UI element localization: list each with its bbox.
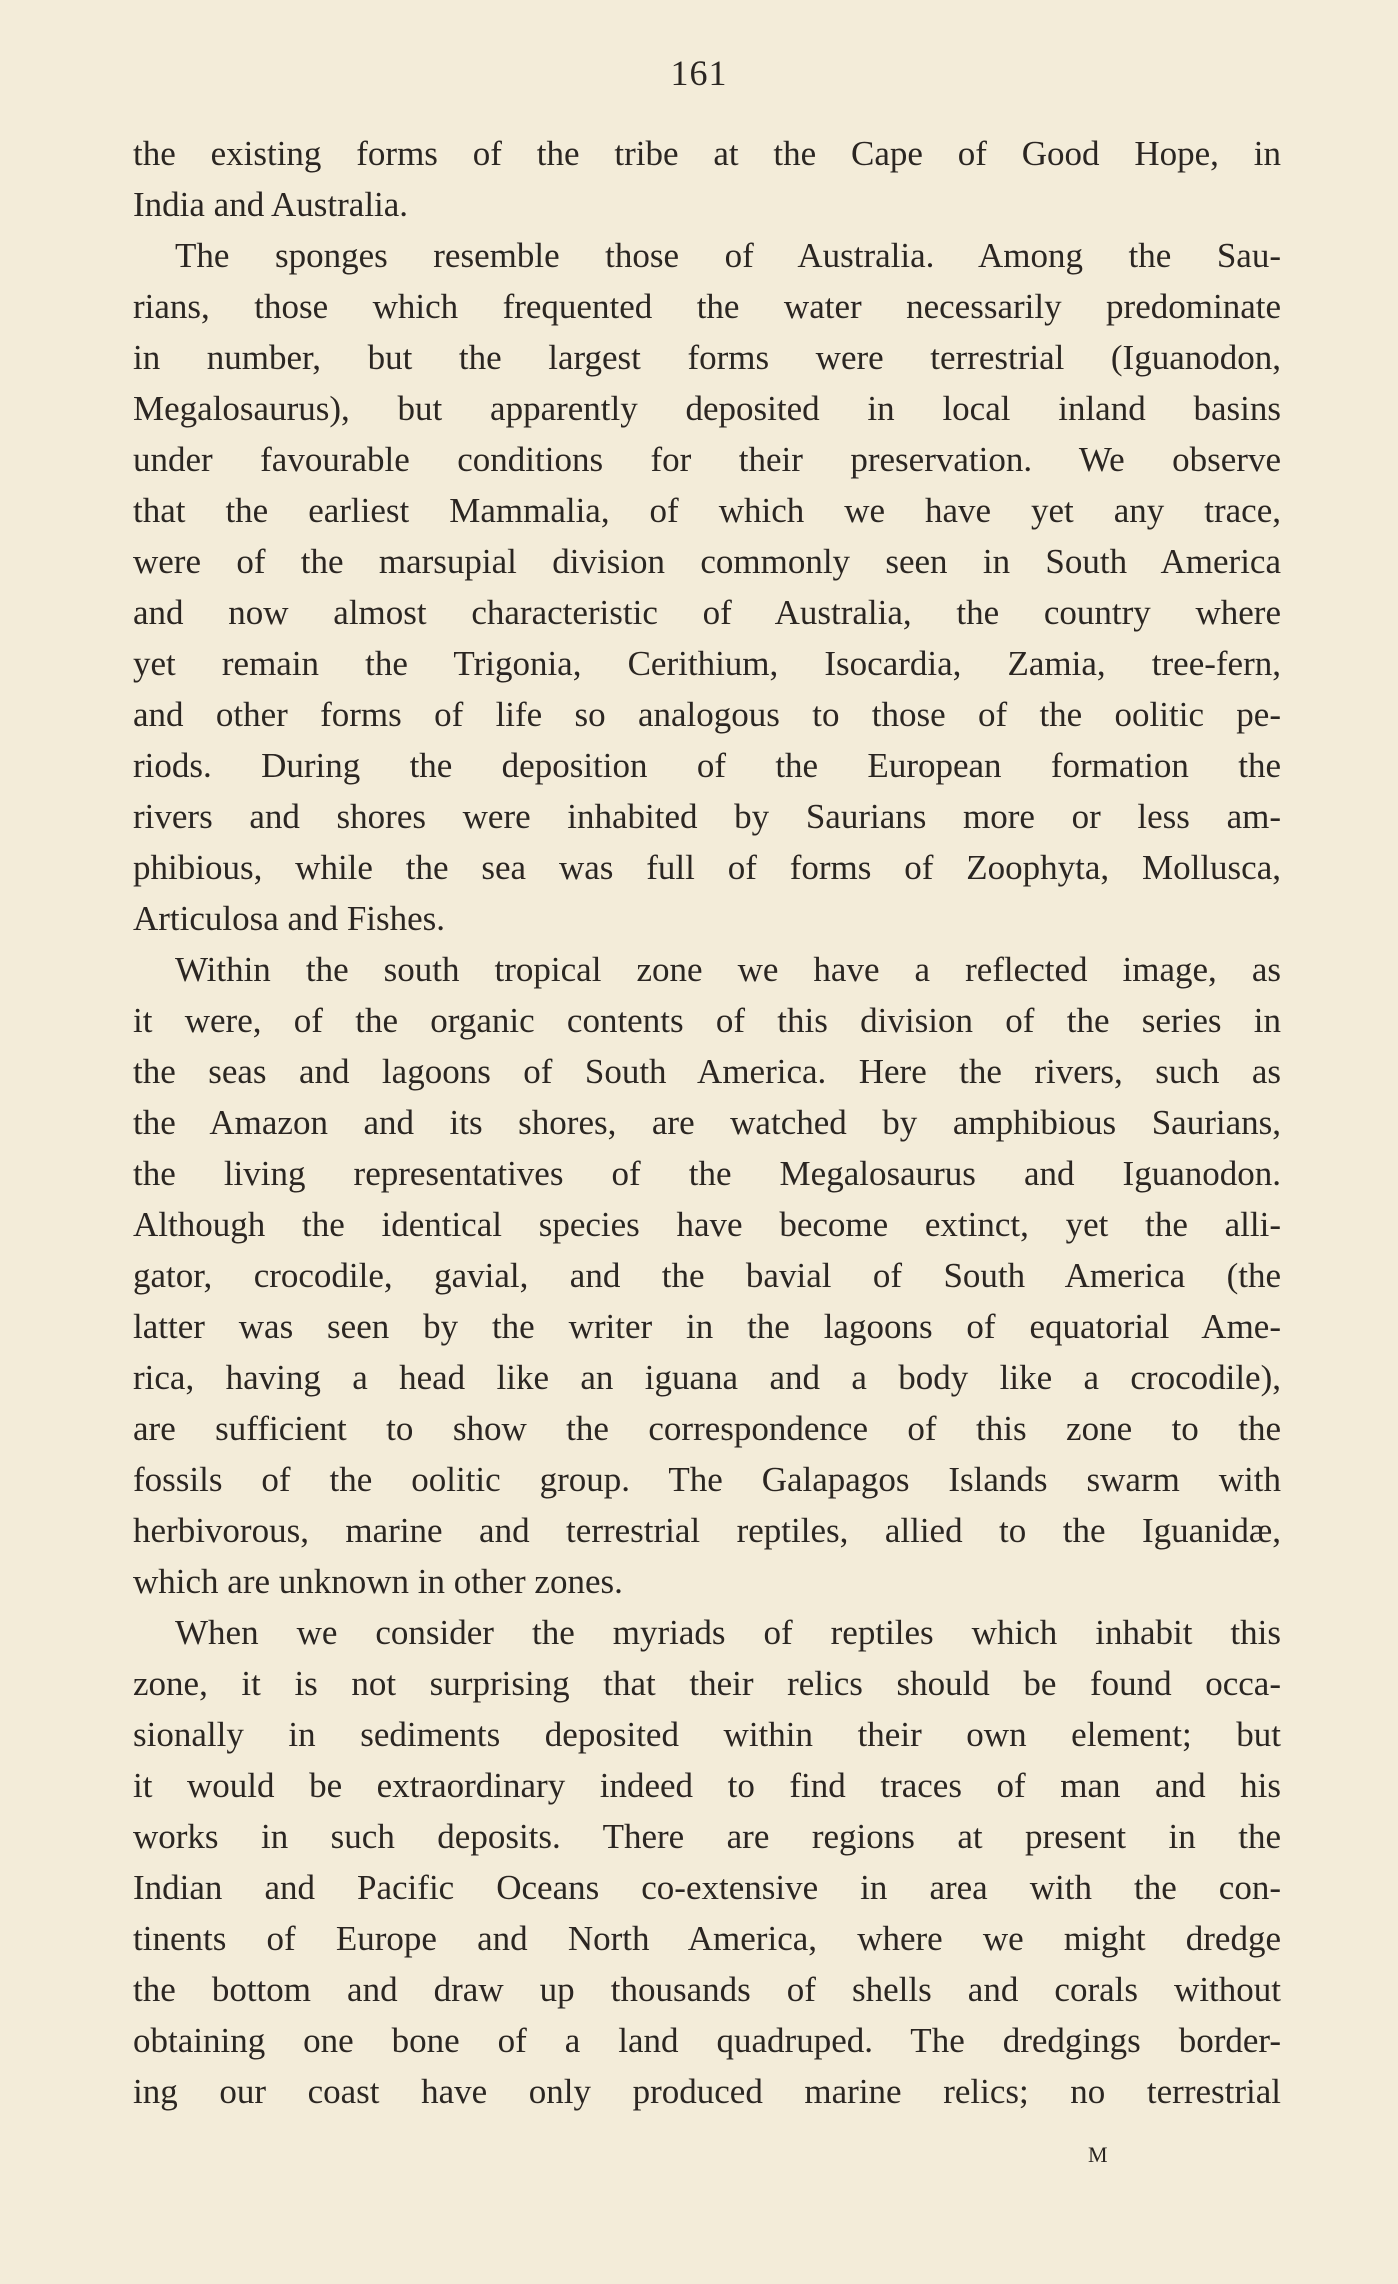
text-line: the existing forms of the tribe at the Cape of Good Hope, in [133,134,1281,173]
text-line: in number, but the largest forms were terrestrial (Iguanodon, [133,338,1281,377]
text-line: rica, having a head like an iguana and a body like a crocodile), [133,1358,1281,1397]
text-line: the Amazon and its shores, are watched by amphibious Saurians, [133,1103,1281,1142]
text-line: are sufficient to show the correspondence of this zone to the [133,1409,1281,1448]
signature-mark: M [1088,2142,1109,2167]
text-line: and now almost characteristic of Australia, the country where [133,593,1281,632]
text-line: Within the south tropical zone we have a reflected image, as [175,950,1281,989]
text-line: Indian and Pacific Oceans co-extensive in area with the con- [133,1868,1281,1907]
text-line: it would be extraordinary indeed to find traces of man and his [133,1766,1281,1805]
text-line: and other forms of life so analogous to those of the oolitic pe- [133,695,1281,734]
text-line: Articulosa and Fishes. [133,899,446,938]
text-line: gator, crocodile, gavial, and the bavial of South America (the [133,1256,1281,1295]
paragraph [133,944,1281,1607]
text-line: rians, those which frequented the water necessarily predominate [133,287,1281,326]
text-line: under favourable conditions for their preservation. We observe [133,440,1281,479]
body-text [133,128,1281,2117]
text-line: works in such deposits. There are regions at present in the [133,1817,1281,1856]
paragraph [133,1607,1281,2117]
text-line: The sponges resemble those of Australia. Among the Sau- [175,236,1281,275]
text-line: zone, it is not surprising that their relics should be found occa- [133,1664,1281,1703]
text-line: the living representatives of the Megalosaurus and Iguanodon. [133,1154,1281,1193]
paragraph [133,230,1281,944]
text-line: that the earliest Mammalia, of which we have yet any trace, [133,491,1281,530]
text-line: which are unknown in other zones. [133,1562,623,1601]
text-line: obtaining one bone of a land quadruped. The dredgings border- [133,2021,1281,2060]
text-line: it were, of the organic contents of this division of the series in [133,1001,1281,1040]
text-line: were of the marsupial division commonly seen in South America [133,542,1281,581]
text-line: rivers and shores were inhabited by Saurians more or less am- [133,797,1281,836]
text-line: phibious, while the sea was full of forms of Zoophyta, Mollusca, [133,848,1281,887]
text-line: the seas and lagoons of South America. Here the rivers, such as [133,1052,1281,1091]
text-line: Although the identical species have become extinct, yet the alli- [133,1205,1281,1244]
text-line: the bottom and draw up thousands of shells and corals without [133,1970,1281,2009]
text-line: Megalosaurus), but apparently deposited in local inland basins [133,389,1281,428]
text-line: herbivorous, marine and terrestrial reptiles, allied to the Iguanidæ, [133,1511,1281,1550]
text-line: fossils of the oolitic group. The Galapagos Islands swarm with [133,1460,1281,1499]
paragraph [133,128,1281,230]
text-line: riods. During the deposition of the European formation the [133,746,1281,785]
text-line: latter was seen by the writer in the lagoons of equatorial Ame- [133,1307,1281,1346]
page-number: 161 [670,53,728,93]
text-line: ing our coast have only produced marine relics; no terrestrial [133,2072,1281,2111]
text-line: When we consider the myriads of reptiles which inhabit this [175,1613,1281,1652]
text-line: India and Australia. [133,185,409,224]
text-line: tinents of Europe and North America, where we might dredge [133,1919,1281,1958]
text-line: yet remain the Trigonia, Cerithium, Isocardia, Zamia, tree-fern, [133,644,1281,683]
text-line: sionally in sediments deposited within their own element; but [133,1715,1281,1754]
